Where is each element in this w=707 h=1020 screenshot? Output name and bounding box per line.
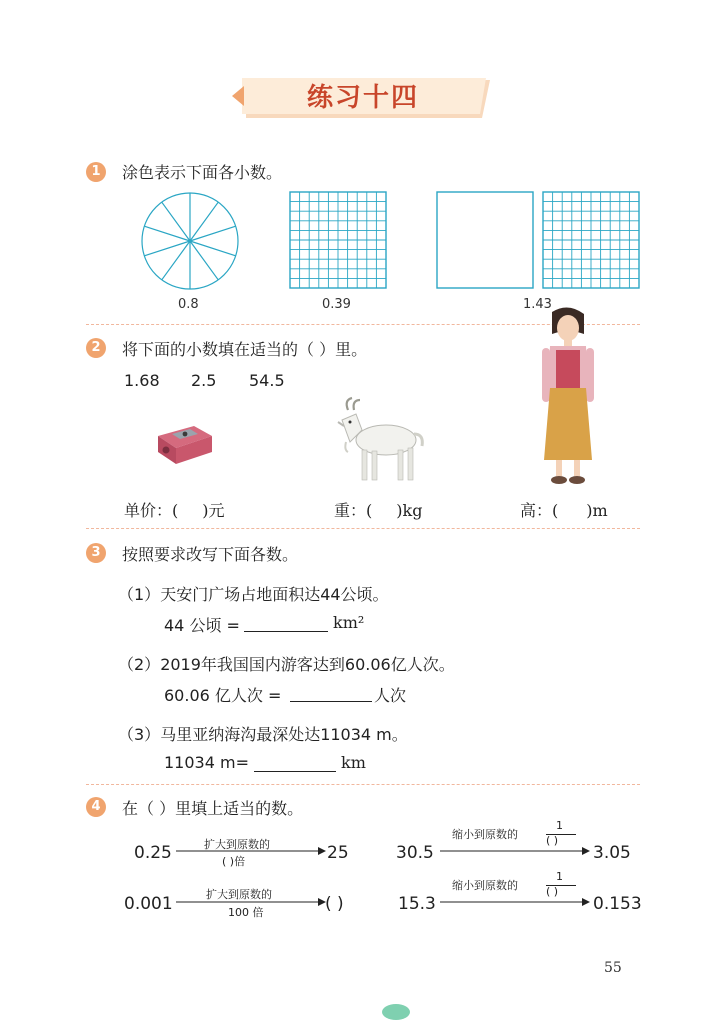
row3-arrow-bottom: 100 倍 [228,906,264,919]
height-suffix: )m [586,501,608,520]
sub-line-3-prefix: 11034 m= [164,753,249,772]
row2-arrow-top: 缩小到原数的 [452,828,518,841]
question-badge-1: 1 [86,162,106,182]
row4-right-value: 0.153 [593,894,642,914]
answer-blank-3[interactable] [254,771,336,772]
row3-right-blank[interactable]: ( ) [325,894,344,914]
sub-line-2-suffix: 人次 [374,686,407,705]
pencil-sharpener-icon [150,418,218,466]
row3-arrow-top: 扩大到原数的 [206,888,272,901]
decimal-option-1: 1.68 [124,371,160,390]
sub-line-1-prefix: 44 公顷 = [164,616,240,635]
row2-frac-den[interactable]: ( ) [546,834,559,847]
question-3-text: 按照要求改写下面各数。 [122,545,299,564]
question-1-text: 涂色表示下面各小数。 [122,163,283,182]
weight-blank[interactable] [334,498,422,521]
sub-question-1 [118,582,389,605]
decimal-label-3: 1.43 [523,297,552,312]
sub-text-2: 2019年我国国内游客达到60.06亿人次。 [160,655,455,674]
hundred-grid-1[interactable] [289,191,387,289]
answer-blank-1[interactable] [244,631,328,632]
decimal-label-2: 0.39 [322,297,351,312]
row1-arrow-bottom[interactable]: ( )倍 [222,855,246,868]
circle-fraction-icon[interactable] [140,191,240,291]
sub-text-3: 马里亚纳海沟最深处达11034 m。 [160,725,408,744]
height-prefix: 高：( [520,501,559,520]
page-title: 练习十四 [306,83,419,113]
arrow-right-icon [440,897,590,907]
woman-icon [538,306,598,492]
row1-right-value: 25 [327,843,349,863]
price-blank[interactable] [124,498,225,521]
row4-frac-num: 1 [556,870,563,883]
row4-left-value: 15.3 [398,894,436,914]
decimal-option-3: 54.5 [249,371,285,390]
question-4-text: 在（ ）里填上适当的数。 [122,799,304,818]
row2-right-value: 3.05 [593,843,631,863]
question-badge-3: 3 [86,543,106,563]
decorative-tab [382,1004,410,1020]
page-number: 55 [604,960,622,976]
sub-line-2-prefix: 60.06 亿人次 = [164,686,282,705]
sub-line-1-suffix: km² [333,613,365,632]
row1-left-value: 0.25 [134,843,172,863]
price-prefix: 单价：( [124,501,179,520]
goat-icon [328,396,428,488]
sub-line-3-suffix: km [341,753,366,772]
arrow-right-icon [176,846,326,856]
question-2-text: 将下面的小数填在适当的（ ）里。 [122,340,368,359]
section-divider [86,784,640,785]
decimal-option-2: 2.5 [191,371,217,390]
section-divider [86,528,640,529]
row3-left-value: 0.001 [124,894,173,914]
price-suffix: )元 [202,501,225,520]
row4-arrow-top: 缩小到原数的 [452,879,518,892]
row2-left-value: 30.5 [396,843,434,863]
row1-arrow-top: 扩大到原数的 [204,838,270,851]
hundred-grid-2[interactable] [542,191,640,289]
sub-index-3: （3） [118,725,161,744]
row2-frac-num: 1 [556,819,563,832]
answer-blank-2[interactable] [290,701,372,702]
sub-text-1: 天安门广场占地面积达44公顷。 [160,585,389,604]
sub-index-2: （2） [118,655,161,674]
whole-square-icon[interactable] [436,191,534,289]
sub-index-1: （1） [118,585,161,604]
question-badge-4: 4 [86,797,106,817]
sub-question-2 [118,652,455,675]
decimal-label-1: 0.8 [178,297,199,312]
weight-suffix: )kg [396,501,423,520]
question-badge-2: 2 [86,338,106,358]
row4-frac-den[interactable]: ( ) [546,885,559,898]
height-blank[interactable] [520,498,608,521]
weight-prefix: 重：( [334,501,373,520]
arrow-right-icon [440,846,590,856]
sub-question-3 [118,722,408,745]
